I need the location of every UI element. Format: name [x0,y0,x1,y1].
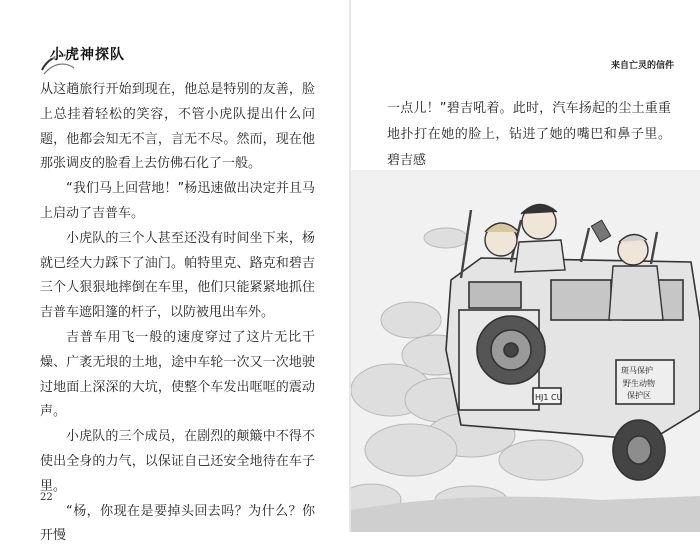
license-plate: HJ1 CU [535,393,563,402]
paragraph: “杨，你现在是要掉头回去吗？为什么？你开慢 [40,503,315,544]
right-body-text [387,96,671,174]
door-sign-line1: 斑马保护 [621,366,653,375]
paragraph: 小虎队的三个人甚至还没有时间坐下来，杨就已经大力踩下了油门。帕特里克、路克和碧吉三个人狠狠地摔倒在车里，他们只能紧紧地抓住吉普车遮阳篷的杆子，以防被甩出车外。 [40,230,315,321]
left-body-text [40,78,315,549]
series-logo [40,44,150,78]
jeep-illustration [351,170,700,532]
paragraph: 从这趟旅行开始到现在，他总是特别的友善，脸上总挂着轻松的笑容，不管小虎队提出什么问题，他都会知无不言，言无不尽。然而，现在他那张调皮的脸看上去仿佛石化了一般。 [40,82,315,172]
paragraph: 一点儿！”碧吉吼着。此时，汽车扬起的尘土重重地扑打在她的脸上，钻进了她的嘴巴和鼻子里。碧吉感 [387,101,671,168]
running-head: 来自亡灵的信件 [610,61,674,71]
paragraph: “我们马上回营地！”杨迅速做出决定并且马上启动了吉普车。 [40,181,315,221]
paragraph: 小虎队的三个成员，在剧烈的颠簸中不得不使出全身的力气，以保证自己还安全地待在车子里。 [40,429,315,494]
right-page [351,0,700,532]
left-page [0,0,349,544]
door-sign-line2: 野生动物 [623,379,655,388]
door-sign-line3: 保护区 [627,391,651,400]
page-number: 22 [40,492,53,503]
series-logo-text: 小虎神探队 [50,47,125,63]
paragraph: 吉普车用飞一般的速度穿过了这片无比干燥、广袤无垠的土地，途中车轮一次又一次地驶过地面上深深的大坑，使整个车发出哐哐的震动声。 [40,329,315,420]
